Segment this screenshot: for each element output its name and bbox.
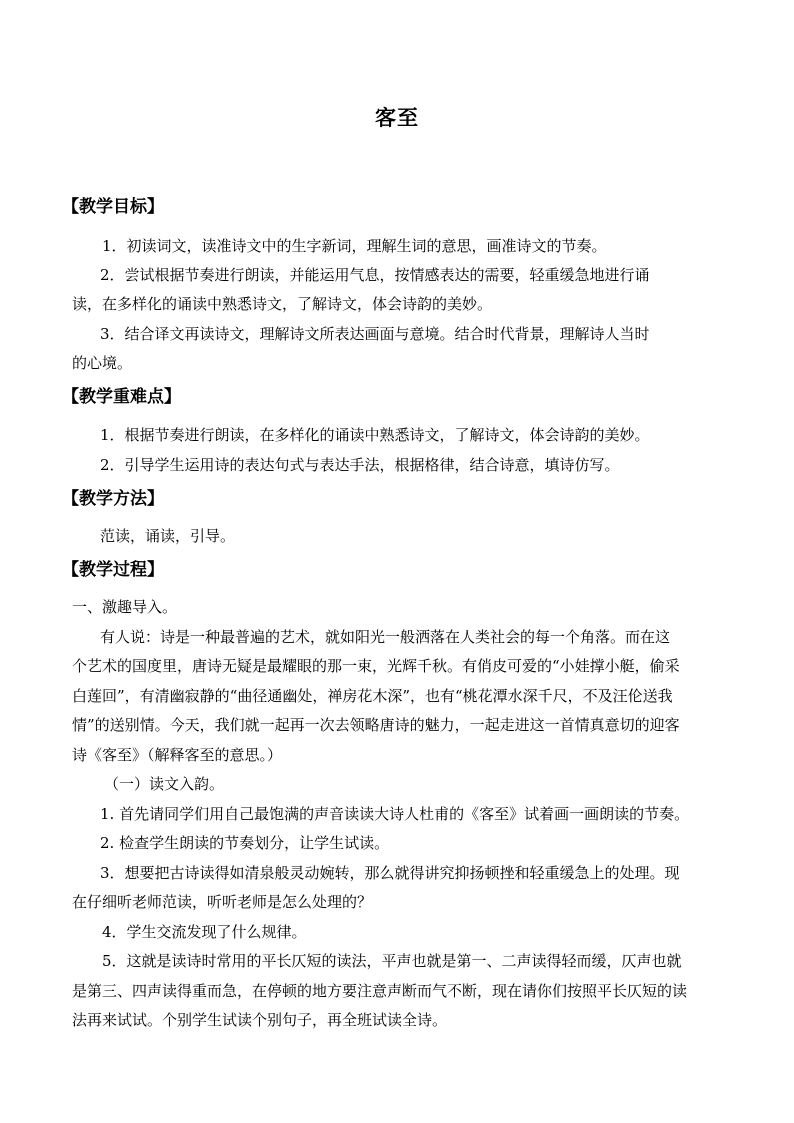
goal-line: 3．结合译文再读诗文，理解诗文所表达画面与意境。结合时代背景，理解诗人当时 <box>100 325 650 343</box>
process-line: 在仔细听老师范读，听听老师是怎么处理的？ <box>72 893 373 911</box>
goals-heading: 【教学目标】 <box>62 197 164 217</box>
process-line: 4．学生交流发现了什么规律。 <box>102 923 307 941</box>
process-line: 个艺术的国度里，唐诗无疑是最耀眼的那一束，光辉千秋。有俏皮可爱的“小娃撑小艇，偷采 <box>72 657 680 675</box>
key-points-heading: 【教学重难点】 <box>62 387 181 407</box>
process-line: 白莲回”，有清幽寂静的“曲径通幽处，禅房花木深”，也有“桃花潭水深千尺，不及汪伦送我 <box>72 687 673 705</box>
key-point-line: 1．根据节奏进行朗读，在多样化的诵读中熟悉诗文，了解诗文，体会诗韵的美妙。 <box>100 426 650 444</box>
goal-line: 1．初读词文，读准诗文中的生字新词，理解生词的意思，画准诗文的节奏。 <box>102 237 607 255</box>
key-point-line: 2．引导学生运用诗的表达句式与表达手法，根据格律，结合诗意，填诗仿写。 <box>100 456 620 474</box>
process-line: 是第三、四声读得重而急，在停顿的地方要注意声断而气不断，现在请你们按照平长仄短的读 <box>72 982 688 1000</box>
page-title: 客至 <box>375 105 419 130</box>
goal-line: 2．尝试根据节奏进行朗读，并能运用气息，按情感表达的需要，轻重缓急地进行诵 <box>100 266 650 284</box>
process-line: 法再来试试。个别学生试读个别句子，再全班试读全诗。 <box>72 1011 448 1029</box>
process-line: 2. 检查学生朗读的节奏划分，让学生试读。 <box>100 834 390 852</box>
process-line: 5．这就是读诗时常用的平长仄短的读法，平声也就是第一、二声读得轻而缓，仄声也就 <box>102 952 682 970</box>
goal-line: 的心境。 <box>72 354 133 372</box>
process-line: 1. 首先请同学们用自己最饱满的声音读读大诗人杜甫的《客至》试着画一画朗读的节奏。 <box>100 805 690 823</box>
process-line: （一）读文入韵。 <box>104 775 225 793</box>
process-line: 有人说：诗是一种最普遍的艺术，就如阳光一般洒落在人类社会的每一个角落。而在这 <box>100 628 671 646</box>
process-line: 3．想要把古诗读得如清泉般灵动婉转，那么就得讲究抑扬顿挫和轻重缓急上的处理。现 <box>100 864 680 882</box>
process-heading: 【教学过程】 <box>62 560 164 580</box>
method-heading: 【教学方法】 <box>62 489 164 509</box>
method-text: 范读，诵读，引导。 <box>100 527 236 545</box>
goal-line: 读，在多样化的诵读中熟悉诗文，了解诗文，体会诗韵的美妙。 <box>72 295 493 313</box>
process-line: 情”的送别情。今天，我们就一起再一次去领略唐诗的魅力，一起走进这一首情真意切的迎客 <box>72 716 680 734</box>
process-line: 诗《客至》（解释客至的意思。） <box>72 746 283 764</box>
process-line: 一、激趣导入。 <box>72 598 178 616</box>
